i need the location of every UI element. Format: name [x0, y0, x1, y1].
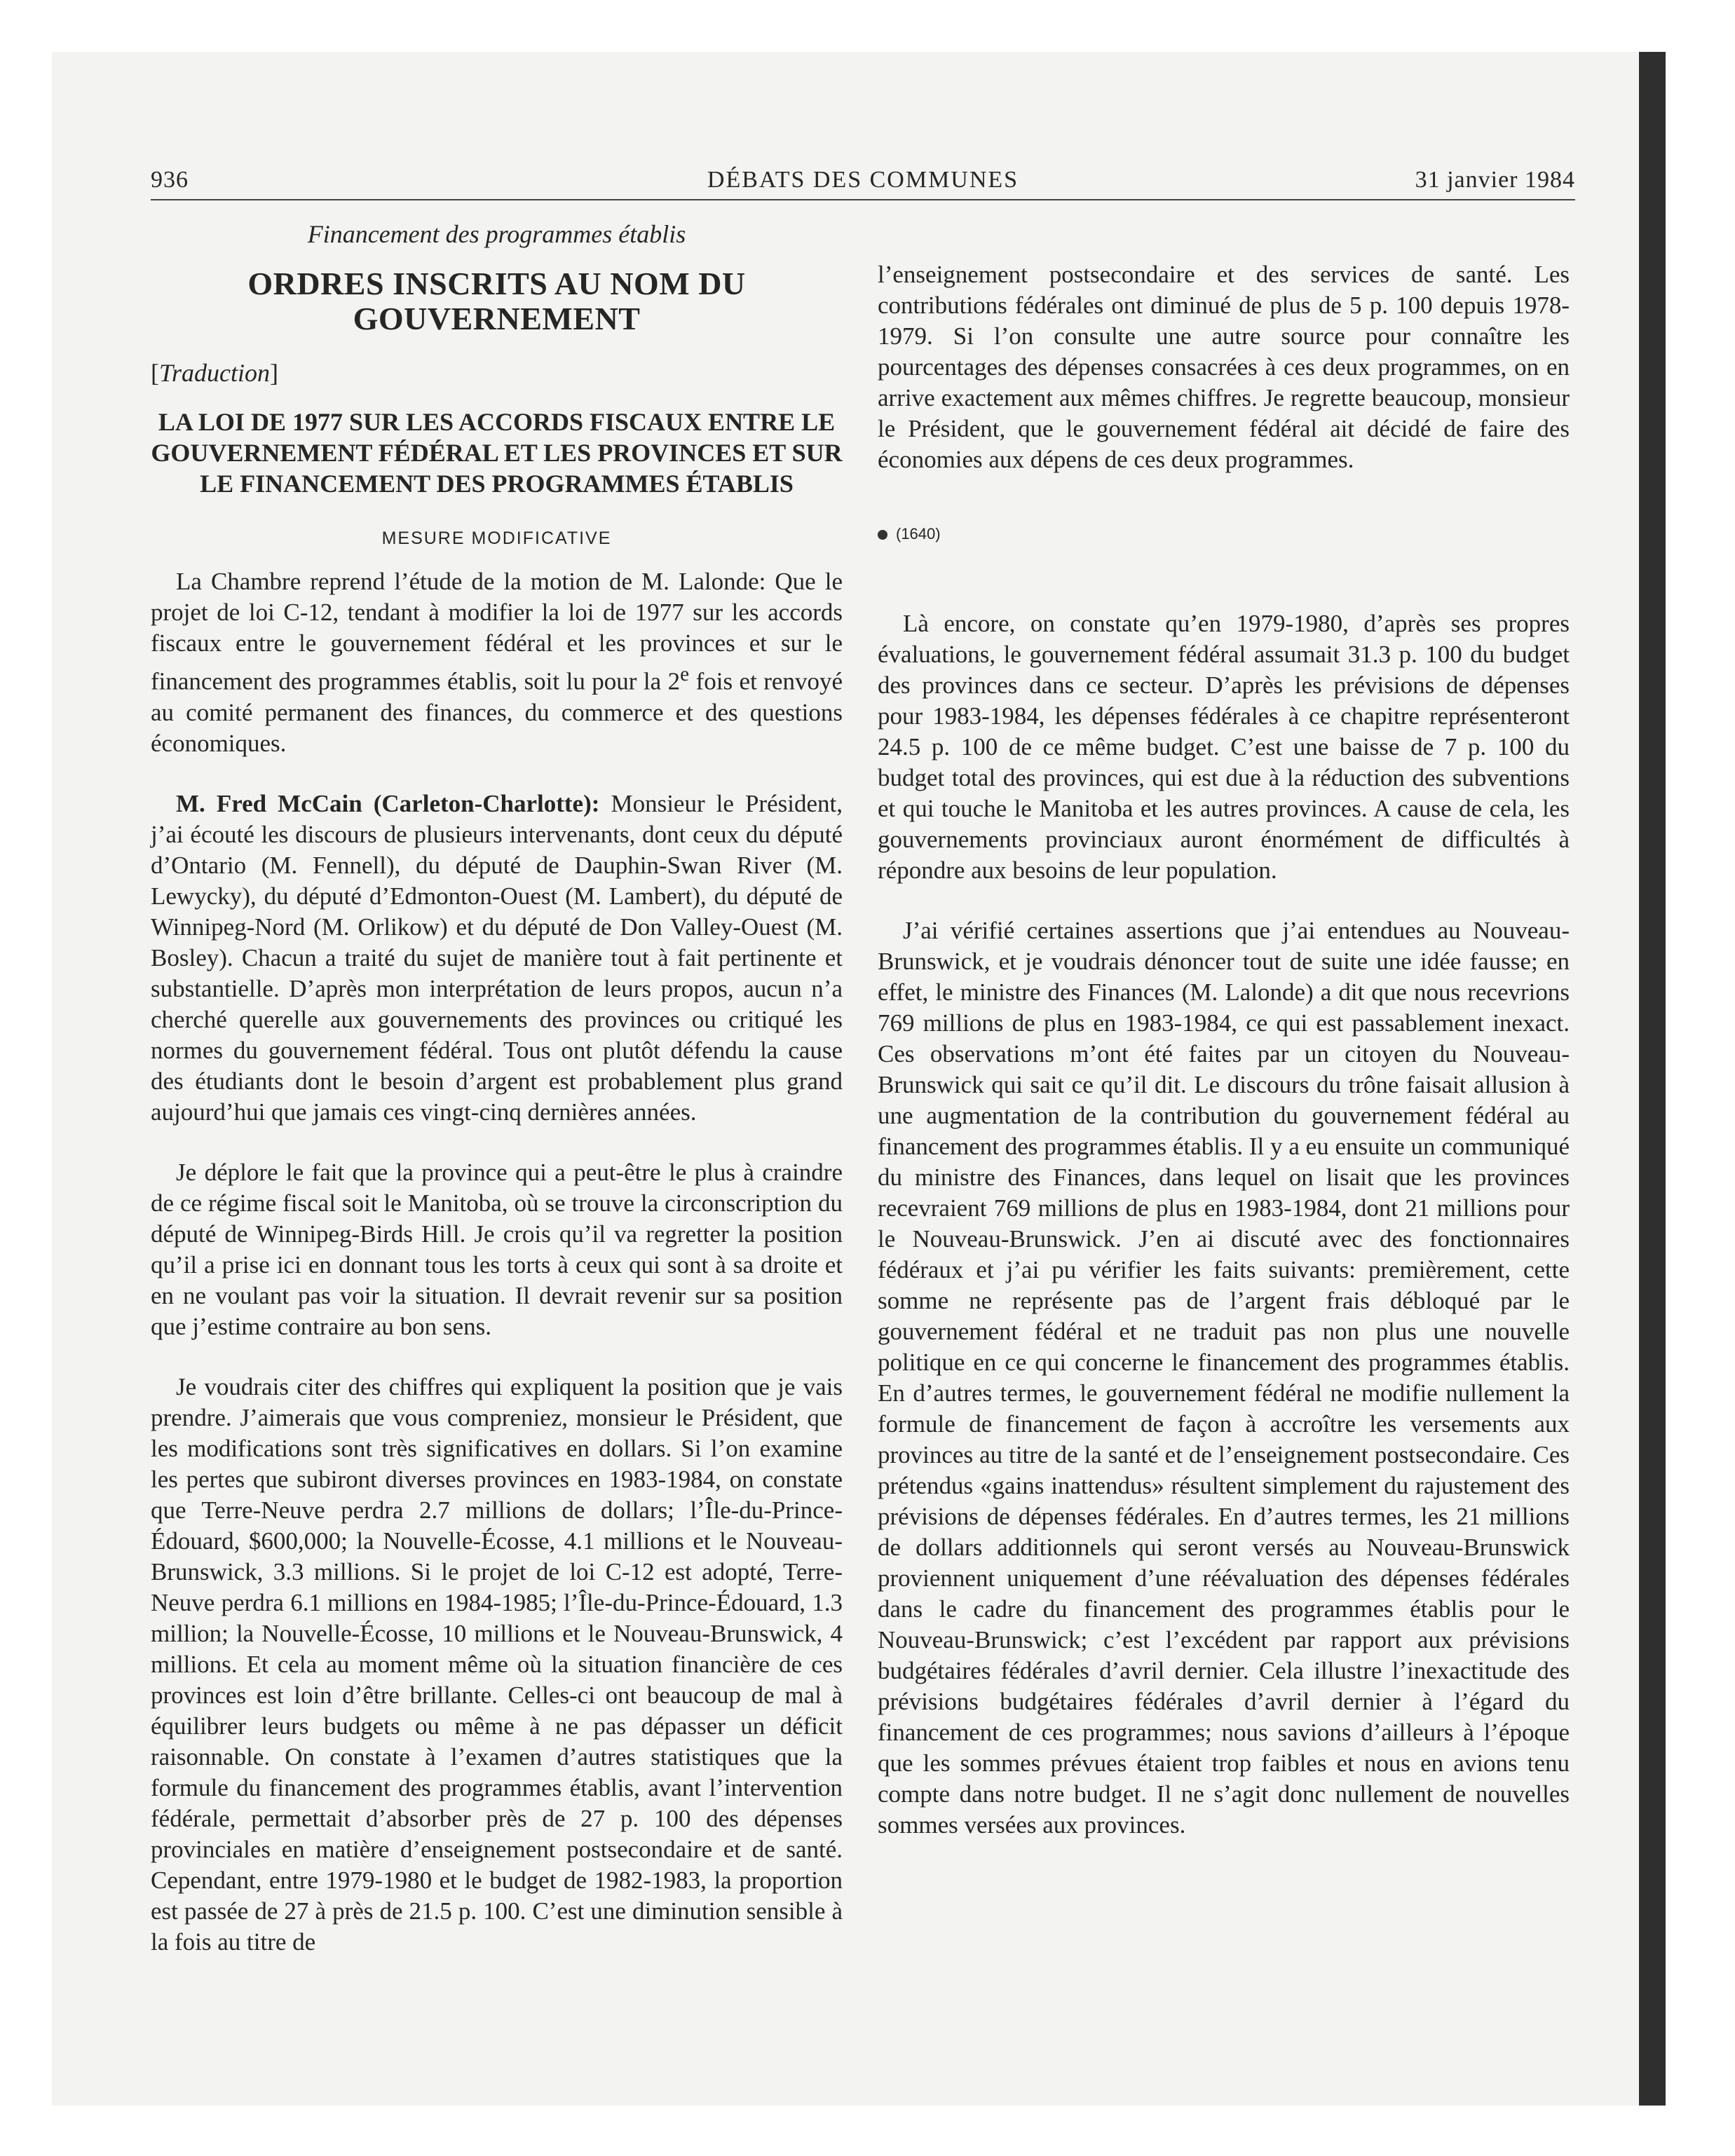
right-column	[878, 259, 1570, 1841]
scan-edge-bar	[1639, 52, 1666, 2106]
issue-date: 31 janvier 1984	[1415, 167, 1575, 193]
speaker-name: M. Fred McCain (Carleton-Charlotte):	[176, 789, 600, 817]
motion-text-a: La Chambre reprend l’étude de la motion de M. Lalonde: Que le projet de loi C-12, tendant à modifier la loi de 1977 sur les accords fiscaux entre le gouvernement fédéral et les provinces et sur le financement des programmes établis, soit lu pour la 2	[151, 568, 843, 695]
bullet-icon	[878, 530, 887, 540]
order-heading: ORDRES INSCRITS AU NOM DU GOUVERNEMENT	[247, 266, 746, 336]
speech-paragraph-1	[151, 789, 843, 1128]
subject-heading: Financement des programmes établis	[307, 220, 686, 248]
timestamp-text: (1640)	[896, 525, 941, 543]
speech-paragraph-5: Là encore, on constate qu’en 1979-1980, d’après ses propres évaluations, le gouvernement fédéral assumait 31.3 p. 100 du budget des provinces dans ce secteur. D’après les prévisions de dépenses pour 1983-1984, les dépenses fédérales à ce chapitre représenteront 24.5 p. 100 de ce même budget. C’est une baisse de 7 p. 100 du budget total des provinces, qui est due à la réduction des subventions et qui touche le Manitoba et les autres provinces. A cause de cela, les gouvernements provinciaux auront énormément de difficultés à répondre aux besoins de leur population.	[878, 610, 1570, 884]
left-column	[151, 210, 843, 1958]
speech-paragraph-6: J’ai vérifié certaines assertions que j’ai entendues au Nouveau-Brunswick, et je voudrais dénoncer tout de suite une idée fausse; en effet, le ministre des Finances (M. Lalonde) a dit que nous recevrions 769 millions de plus en 1983-1984, ce qui est passablement inexact. Ces observations m’ont été faites par un citoyen du Nouveau-Brunswick qui sait ce qu’il dit. Le discours du trône faisait allusion à une augmentation de la contribution du gouvernement fédéral au financement des programmes établis. Il y a eu ensuite un communiqué du ministre des Finances, dans lequel on lisait que les provinces recevraient 769 millions de plus en 1983-1984, dont 21 millions pour le Nouveau-Brunswick. J’en ai discuté avec des fonctionnaires fédéraux et j’ai pu vérifier les faits suivants: premièrement, cette somme ne représente pas de l’argent frais débloqué par le gouvernement fédéral et ne traduit pas non plus une nouvelle politique en ce qui concerne le financement des programmes établis. En d’autres termes, le gouvernement fédéral ne modifie nullement la formule de financement de façon à accroître les versements aux provinces au titre de la santé et de l’enseignement postsecondaire. Ces prétendus «gains inattendus» résultent simplement du rajustement des prévisions de dépenses fédérales. En d’autres termes, les 21 millions de dollars additionnels qui seront versés au Nouveau-Brunswick proviennent uniquement d’une réévaluation des dépenses fédérales dans le cadre du financement des programmes établis pour le Nouveau-Brunswick; c’est l’excédent par rapport aux prévisions budgétaires fédérales d’avril dernier. Cela illustre l’inexactitude des prévisions budgétaires fédérales d’avril dernier à l’égard du financement de ces programmes; nous savions d’ailleurs à l’époque que les sommes prévues étaient trop faibles et nous en avions tenu compte dans notre budget. Il ne s’agit donc nullement de nouvelles sommes versées aux provinces.	[878, 917, 1570, 1838]
bill-title: LA LOI DE 1977 SUR LES ACCORDS FISCAUX ENTRE LE GOUVERNEMENT FÉDÉRAL ET LES PROVINCES ET SUR LE FINANCEMENT DES PROGRAMMES ÉTABLIS	[151, 408, 843, 498]
page-number: 936	[151, 167, 189, 193]
timestamp	[878, 519, 1570, 550]
bill-stage: MESURE MODIFICATIVE	[381, 528, 612, 548]
speech-paragraph-3: Je voudrais citer des chiffres qui expliquent la position que je vais prendre. J’aimerais que vous compreniez, monsieur le Président, que les modifications sont très significatives en dollars. Si l’on examine les pertes que subiront diverses provinces en 1983-1984, on constate que Terre-Neuve perdra 2.7 millions de dollars; l’Île-du-Prince-Édouard, $600,000; la Nouvelle-Écosse, 4.1 millions et le Nouveau-Brunswick, 3.3 millions. Si le projet de loi C-12 est adopté, Terre-Neuve perdra 6.1 millions en 1984-1985; l’Île-du-Prince-Édouard, 1.3 million; la Nouvelle-Écosse, 10 millions et le Nouveau-Brunswick, 4 millions. Et cela au moment même où la situation financière de ces provinces est loin d’être brillante. Celles-ci ont beaucoup de mal à équilibrer leurs budgets ou même à ne pas dépasser un déficit raisonnable. On constate à l’examen d’autres statistiques que la formule du financement des programmes établis, avant l’intervention fédérale, permettait d’absorber près de 27 p. 100 des dépenses provinciales en matière d’enseignement postsecondaire et de santé. Cependant, entre 1979-1980 et le budget de 1982-1983, la proportion est passée de 27 à près de 21.5 p. 100. C’est une diminution sensible à la fois au titre de	[151, 1372, 843, 1956]
motion-text-b: fois et renvoyé au comité permanent des finances, du commerce et des questions économiques.	[151, 667, 843, 757]
motion-superscript: e	[680, 663, 690, 685]
speech-paragraph-4: l’enseignement postsecondaire et des services de santé. Les contributions fédérales ont diminué de plus de 5 p. 100 depuis 1978-1979. Si l’on consulte une autre source pour connaître les pourcentages des dépenses consacrées à ces deux programmes, on en arrive exactement aux mêmes chiffres. Je regrette beaucoup, monsieur le Président, que le gouvernement fédéral ait décidé de faire des économies aux dépens de ces deux programmes.	[878, 261, 1570, 473]
speech-text-1: Monsieur le Président, j’ai écouté les discours de plusieurs intervenants, dont ceux du député d’Ontario (M. Fennell), du député de Dauphin-Swan River (M. Lewycky), du député d’Edmonton-Ouest (M. Lambert), du député de Winnipeg-Nord (M. Orlikow) et du député de Don Valley-Ouest (M. Bosley). Chacun a traité du sujet de manière tout à fait pertinente et substantielle. D’après mon interprétation de leurs propos, aucun n’a cherché querelle aux gouvernements des provinces ou critiqué les normes du gouvernement fédéral. Tous ont plutôt défendu la cause des étudiants dont le besoin d’argent est probablement plus grand aujourd’hui que jamais ces vingt-cinq dernières années.	[151, 789, 843, 1126]
motion-paragraph	[151, 566, 843, 759]
translation-note: [Traduction]	[151, 359, 279, 387]
running-header	[151, 167, 1575, 200]
journal-title: DÉBATS DES COMMUNES	[707, 167, 1019, 193]
translation-label: Traduction	[159, 359, 271, 387]
speech-paragraph-2: Je déplore le fait que la province qui a peut-être le plus à craindre de ce régime fiscal soit le Manitoba, où se trouve la circonscription du député de Winnipeg-Birds Hill. Je crois qu’il va regretter la position qu’il a prise ici en donnant tous les torts à ceux qui sont à sa droite et en ne voulant pas voir la situation. Il devrait revenir sur sa position que j’estime contraire au bon sens.	[151, 1158, 843, 1340]
